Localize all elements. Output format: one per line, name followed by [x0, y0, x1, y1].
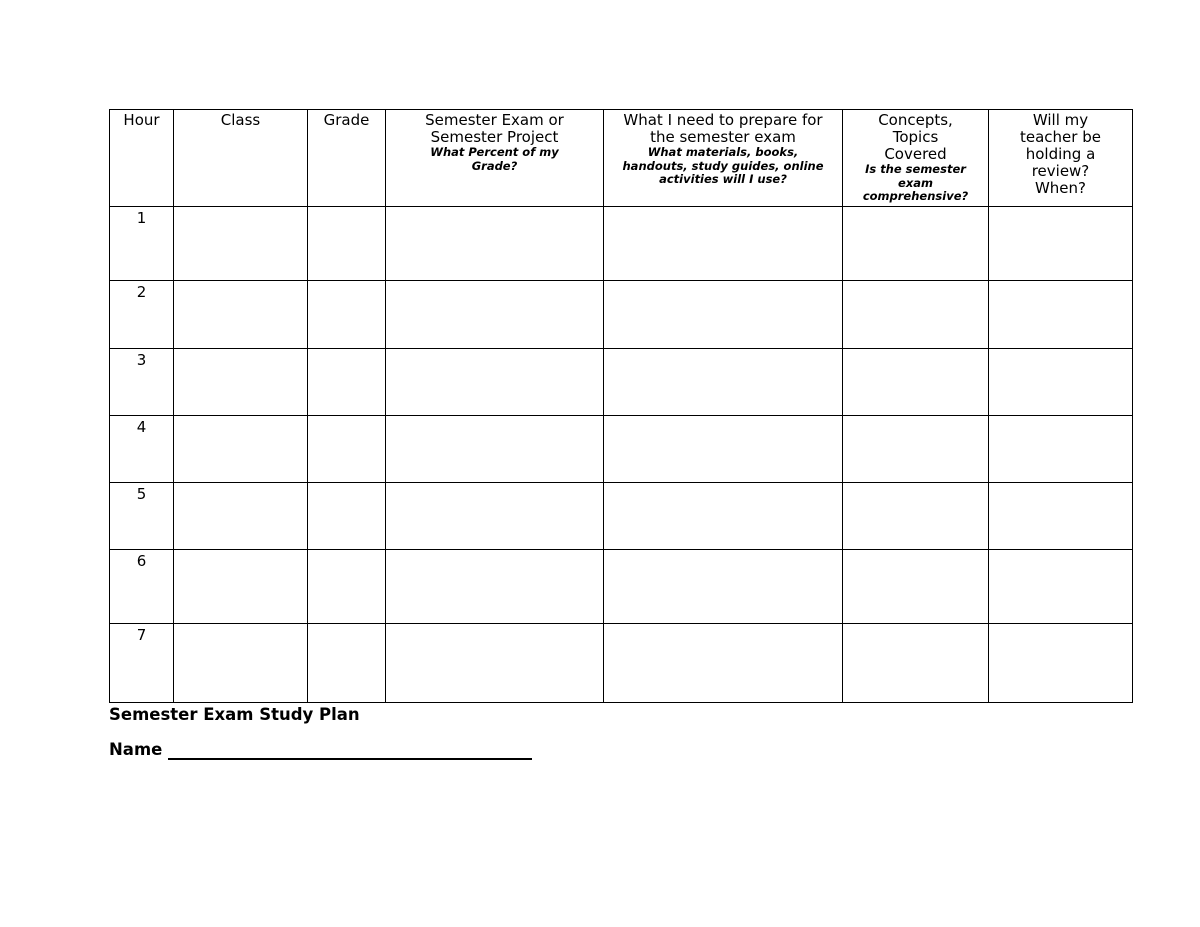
- header-prepare: [604, 110, 843, 207]
- class-cell[interactable]: [174, 207, 308, 281]
- class-cell[interactable]: [174, 416, 308, 483]
- grade-cell[interactable]: [308, 416, 386, 483]
- prepare-cell[interactable]: [604, 207, 843, 281]
- semester-exam-cell[interactable]: [386, 416, 604, 483]
- review-cell[interactable]: [989, 349, 1133, 416]
- grade-cell[interactable]: [308, 483, 386, 550]
- concepts-cell[interactable]: [843, 624, 989, 703]
- class-cell[interactable]: [174, 624, 308, 703]
- review-cell[interactable]: [989, 550, 1133, 624]
- name-blank-line[interactable]: [168, 740, 532, 760]
- prepare-cell[interactable]: [604, 349, 843, 416]
- table-row: [110, 624, 1133, 703]
- semester-exam-cell[interactable]: [386, 550, 604, 624]
- header-semester-exam-sub: What Percent of my Grade?: [430, 145, 559, 173]
- class-cell[interactable]: [174, 349, 308, 416]
- semester-exam-cell[interactable]: [386, 624, 604, 703]
- hour-cell: 4: [110, 416, 174, 483]
- name-field-row: [109, 740, 532, 760]
- grade-cell[interactable]: [308, 349, 386, 416]
- header-review: [989, 110, 1133, 207]
- header-semester-exam: [386, 110, 604, 207]
- concepts-cell[interactable]: [843, 207, 989, 281]
- prepare-cell[interactable]: [604, 624, 843, 703]
- table-row: [110, 483, 1133, 550]
- concepts-cell[interactable]: [843, 349, 989, 416]
- header-review-label: Will my teacher be holding a review? When?: [1020, 111, 1101, 197]
- hour-cell: 6: [110, 550, 174, 624]
- hour-cell: 1: [110, 207, 174, 281]
- header-prepare-sub: What materials, books, handouts, study guides, online activities will I use?: [622, 145, 824, 186]
- prepare-cell[interactable]: [604, 281, 843, 349]
- table-row: [110, 550, 1133, 624]
- semester-exam-cell[interactable]: [386, 483, 604, 550]
- header-hour-label: Hour: [123, 111, 160, 129]
- grade-cell[interactable]: [308, 624, 386, 703]
- header-grade: [308, 110, 386, 207]
- header-concepts-sub: Is the semester exam comprehensive?: [862, 162, 969, 203]
- grade-cell[interactable]: [308, 207, 386, 281]
- header-hour: [110, 110, 174, 207]
- prepare-cell[interactable]: [604, 416, 843, 483]
- header-concepts-label: Concepts, Topics Covered: [878, 111, 953, 163]
- table-row: [110, 416, 1133, 483]
- grade-cell[interactable]: [308, 550, 386, 624]
- semester-exam-cell[interactable]: [386, 281, 604, 349]
- concepts-cell[interactable]: [843, 483, 989, 550]
- header-row: [110, 110, 1133, 207]
- study-plan-table: [109, 109, 1133, 703]
- review-cell[interactable]: [989, 207, 1133, 281]
- concepts-cell[interactable]: [843, 281, 989, 349]
- class-cell[interactable]: [174, 550, 308, 624]
- header-concepts: [843, 110, 989, 207]
- hour-cell: 2: [110, 281, 174, 349]
- header-semester-exam-label: Semester Exam or Semester Project: [425, 111, 564, 146]
- semester-exam-cell[interactable]: [386, 349, 604, 416]
- header-grade-label: Grade: [323, 111, 370, 129]
- header-class-label: Class: [220, 111, 261, 129]
- prepare-cell[interactable]: [604, 550, 843, 624]
- review-cell[interactable]: [989, 281, 1133, 349]
- hour-cell: 7: [110, 624, 174, 703]
- table-row: [110, 281, 1133, 349]
- header-class: [174, 110, 308, 207]
- review-cell[interactable]: [989, 483, 1133, 550]
- grade-cell[interactable]: [308, 281, 386, 349]
- header-prepare-label: What I need to prepare for the semester exam: [623, 111, 823, 146]
- review-cell[interactable]: [989, 416, 1133, 483]
- concepts-cell[interactable]: [843, 550, 989, 624]
- name-label: Name: [109, 740, 163, 759]
- prepare-cell[interactable]: [604, 483, 843, 550]
- document-title: Semester Exam Study Plan: [109, 705, 360, 724]
- semester-exam-cell[interactable]: [386, 207, 604, 281]
- table-row: [110, 349, 1133, 416]
- class-cell[interactable]: [174, 483, 308, 550]
- hour-cell: 3: [110, 349, 174, 416]
- review-cell[interactable]: [989, 624, 1133, 703]
- class-cell[interactable]: [174, 281, 308, 349]
- concepts-cell[interactable]: [843, 416, 989, 483]
- table-row: [110, 207, 1133, 281]
- hour-cell: 5: [110, 483, 174, 550]
